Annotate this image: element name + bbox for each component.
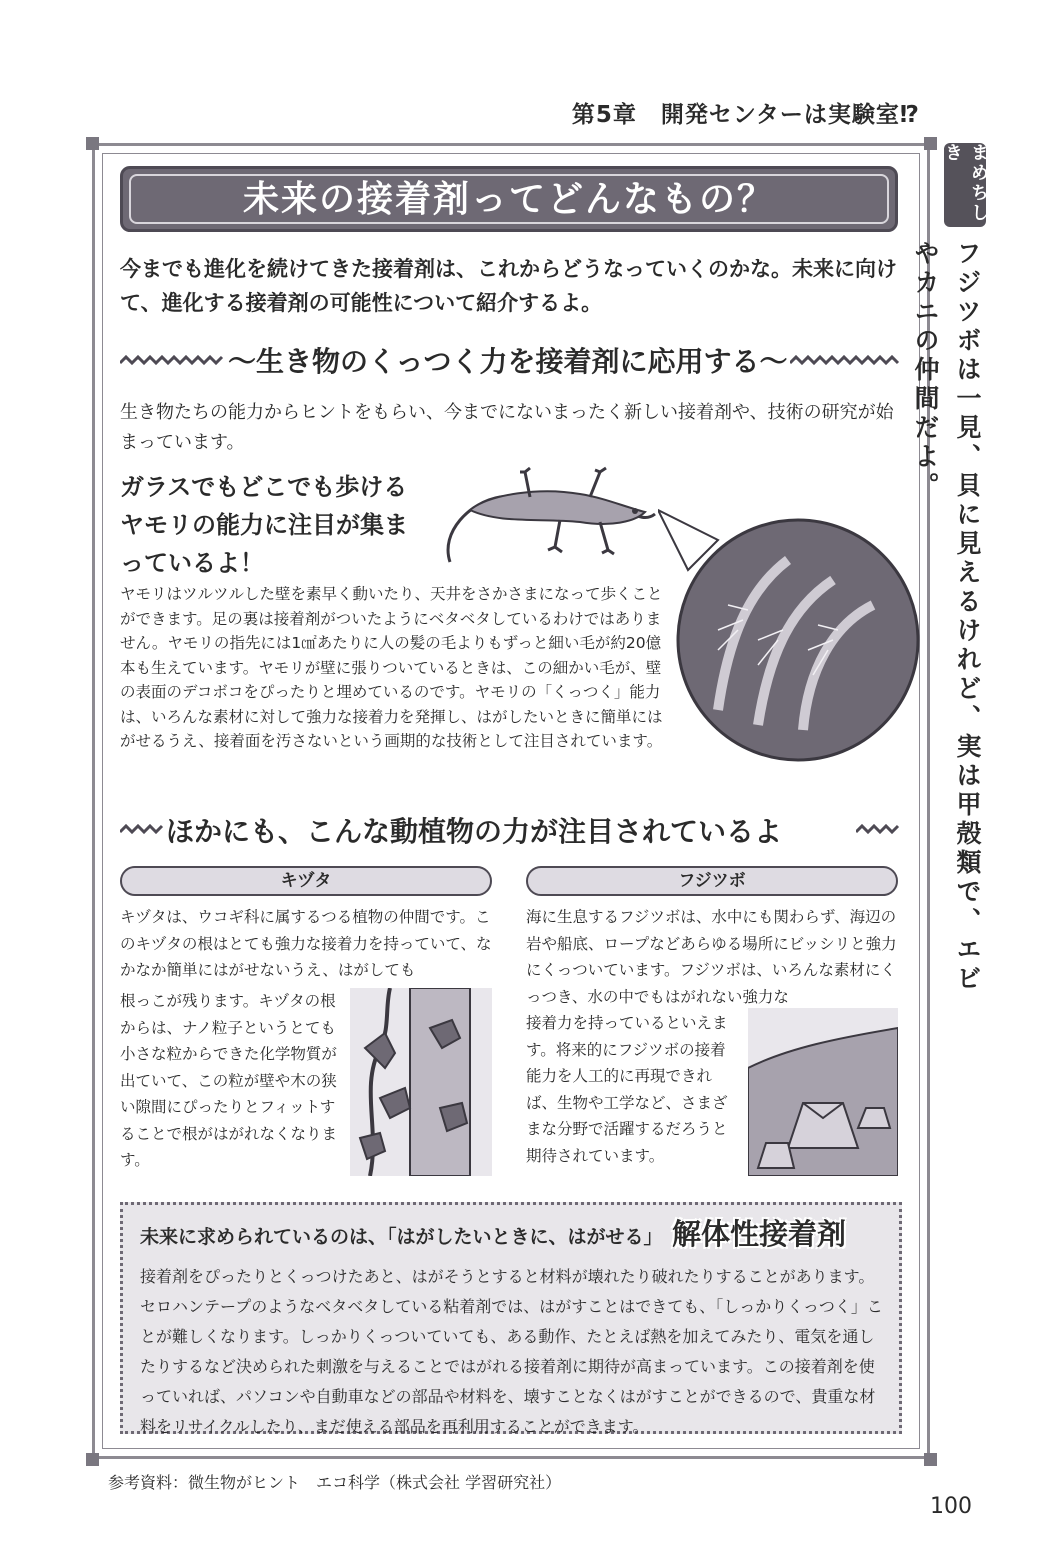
lead-text: 今までも進化を続けてきた接着剤は、これからどうなっていくのかな。未来に向けて、進化する接着剤の可能性について紹介するよ。 (120, 257, 897, 315)
ivy-illustration (350, 988, 492, 1176)
info-box-heading-emphasis: 解体性接着剤 (672, 1217, 847, 1251)
gecko-illustration (430, 452, 670, 572)
frame-corner (86, 1453, 99, 1466)
section1-intro: 生き物たちの能力からヒントをもらい、今までにないまったく新しい接着剤や、技術の研究が始まっています。 (120, 402, 894, 453)
barnacle-text-side: 接着力を持っているといえます。将来的にフジツボの接着能力を人工的に再現できれば、生物や工学など、さまざまな分野で活躍するだろうと期待されています。 (526, 1014, 728, 1165)
gecko-toe-closeup (658, 500, 922, 764)
side-tab-label: まめちしき (944, 143, 986, 227)
barnacle-illustration (748, 1008, 898, 1176)
gecko-callout: ガラスでもどこでも歩けるヤモリの能力に注目が集まっているよ！ (120, 473, 408, 577)
reference-note: 参考資料：微生物がヒント エコ科学（株式会社 学習研究社） (108, 1473, 562, 1492)
gecko-body-text: ヤモリはツルツルした壁を素早く動いたり、天井をさかさまになって歩くことができます。足の裏は接着剤がついたようにベタベタしているわけではありません。ヤモリの指先には1㎠あたりに人の髪の毛よりもずっと細い毛が約20億本も生えています。ヤモリが壁に張りついているときは、この細かい毛が、壁の表面のデコボコをぴったりと埋めているのです。ヤモリの「くっつく」能力は、いろんな素材に対して強力な接着力を発揮し、はがしたいときに簡単にはがせるうえ、接着面を汚さないという画期的な技術として注目されています。 (120, 585, 663, 750)
ivy-label: キヅタ (120, 866, 492, 896)
ivy-text-top: キヅタは、ウコギ科に属するつる植物の仲間です。このキヅタの根はとても強力な接着力を持っていて、なかなか簡単にはがせないうえ、はがしても (120, 908, 492, 979)
zigzag-left-decoration (120, 822, 164, 836)
section-heading-adhesion: 〜生き物のくっつく力を接着剤に応用する〜 (228, 345, 788, 378)
section-heading-organisms: ほかにも、こんな動植物の力が注目されているよ (166, 815, 783, 848)
side-note: フジツボは一見、貝に見えるけれど、実は甲殻類で、エビやカニの仲間だよ。 (911, 240, 982, 994)
barnacle-label: フジツボ (526, 866, 898, 896)
page-number: 100 (930, 1494, 972, 1519)
barnacle-text-top: 海に生息するフジツボは、水中にも関わらず、海辺の岩や船底、ロープなどあらゆる場所にビッシリと強力にくっついています。フジツボは、いろんな素材にくっつき、水の中でもはがれない強力な (526, 908, 897, 1006)
info-box-body: 接着剤をぴったりとくっつけたあと、はがそうとすると材料が壊れたり破れたりすることがあります。セロハンテープのようなベタベタしている粘着剤では、はがすことはできても、「しっかりくっつく」ことが難しくなります。しっかりくっついていても、ある動作、たとえば熱を加えてみたり、電気を通したりするなど決められた刺激を与えることではがれる接着剤に期待が高まっています。この接着剤を使っていれば、パソコンや自動車などの部品や材料を、壊すことなくはがすことができるので、貴重な材料をリサイクルしたり、まだ使える部品を再利用することができます。 (140, 1267, 883, 1436)
frame-corner (924, 137, 937, 150)
info-box-heading: 未来に求められているのは、「はがしたいときに、はがせる」 (140, 1226, 663, 1248)
ivy-text-side: 根っこが残ります。キヅタの根からは、ナノ粒子というとても小さな粒からできた化学物質が出ていて、この粒が壁や木の狭い隙間にぴったりとフィットすることで根がはがれなくなります。 (120, 992, 338, 1169)
zigzag-right-decoration (790, 353, 900, 367)
chapter-title: 第5章 開発センターは実験室⁉ (571, 102, 920, 128)
page-title: 未来の接着剤ってどんなもの？ (242, 179, 775, 220)
zigzag-right-decoration (856, 822, 900, 836)
frame-corner (86, 137, 99, 150)
frame-corner (924, 1453, 937, 1466)
zigzag-left-decoration (120, 353, 224, 367)
